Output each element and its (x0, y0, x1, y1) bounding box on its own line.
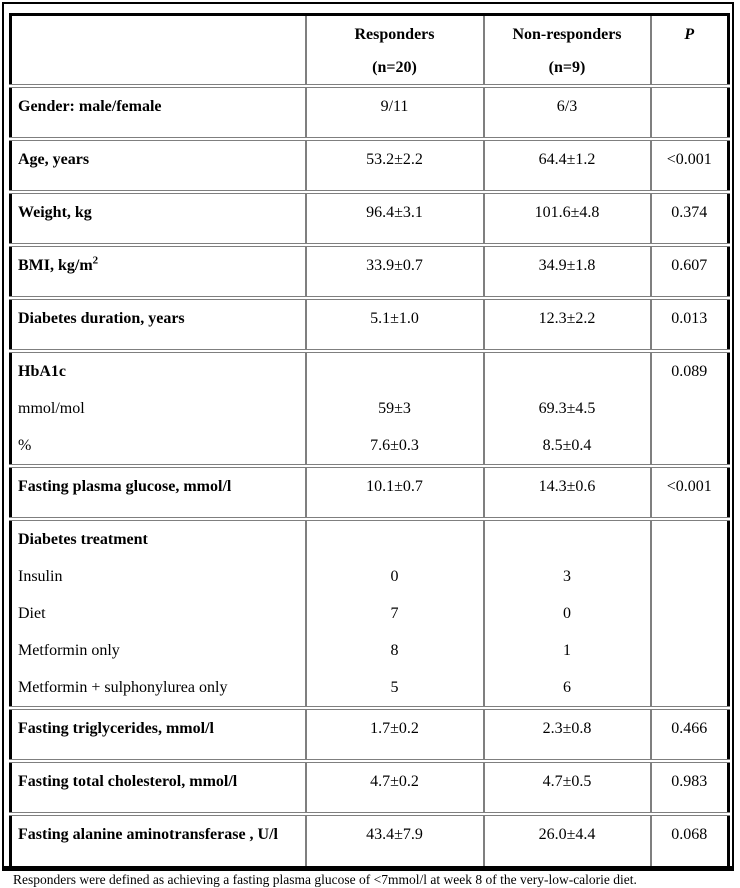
value-line: 101.6±4.8 (534, 204, 600, 221)
header-responders (306, 15, 484, 87)
table-row (11, 814, 729, 867)
table-row (11, 298, 729, 351)
nonresponders-value-cell (484, 761, 651, 814)
responders-value-cell (306, 192, 484, 245)
value-line: 1.7±0.2 (370, 720, 419, 737)
value-line: 6 (563, 679, 571, 696)
p-value-cell: 0.068 (651, 814, 729, 867)
value-line: 9/11 (380, 98, 409, 115)
value-line: 96.4±3.1 (366, 204, 423, 221)
value-line: 10.1±0.7 (366, 478, 423, 495)
nonresponders-value-cell (484, 708, 651, 761)
row-label-cell (11, 708, 306, 761)
row-label-line: Insulin (18, 568, 63, 585)
table-body (11, 86, 729, 867)
value-line: 7 (390, 605, 399, 622)
value-line: 2.3±0.8 (542, 720, 592, 737)
p-value-cell (651, 519, 729, 708)
page-frame (2, 2, 734, 887)
nonresponders-value-cell (484, 245, 651, 298)
value-line: 1 (563, 642, 571, 659)
value-line: 5 (390, 679, 399, 696)
table-row (11, 351, 729, 466)
value-line (313, 353, 477, 390)
value-line: 4.7±0.2 (370, 773, 419, 790)
responders-value-cell (306, 466, 484, 519)
p-value-cell: 0.013 (651, 298, 729, 351)
table-row (11, 245, 729, 298)
value-line: 53.2±2.2 (366, 151, 423, 168)
value-line: 0 (563, 605, 571, 622)
row-label-line: Diabetes treatment (18, 531, 148, 548)
table-row (11, 192, 729, 245)
row-label-line: HbA1c (18, 363, 66, 380)
row-label-cell (11, 351, 306, 466)
p-value-cell: 0.374 (651, 192, 729, 245)
value-line: 26.0±4.4 (538, 826, 596, 843)
table-row (11, 519, 729, 708)
row-label-line: Age, years (18, 151, 90, 168)
p-value-cell: 0.466 (651, 708, 729, 761)
responders-value-cell (306, 139, 484, 192)
row-label-cell (11, 86, 306, 139)
value-line (313, 521, 477, 558)
footnote: Responders were defined as achieving a fasting plasma glucose of <7mmol/l at week 8 of the very-low-calorie diet. (13, 871, 637, 887)
nonresponders-value-cell (484, 139, 651, 192)
value-line: 0 (390, 568, 399, 585)
nonresponders-value-cell (484, 814, 651, 867)
header-p-value: P (651, 15, 729, 87)
value-line: 34.9±1.8 (538, 257, 596, 274)
row-label-line: Fasting total cholesterol, mmol/l (18, 773, 238, 790)
value-line: 64.4±1.2 (538, 151, 596, 168)
nonresponders-value-cell (484, 86, 651, 139)
table-row (11, 139, 729, 192)
value-line: 4.7±0.5 (542, 773, 592, 790)
value-line (491, 521, 644, 558)
row-label-cell (11, 245, 306, 298)
nonresponders-value-cell (484, 519, 651, 708)
value-line: 33.9±0.7 (366, 257, 423, 274)
row-label-cell (11, 519, 306, 708)
header-responders-title: Responders (354, 26, 435, 43)
row-label-line: Weight, kg (18, 204, 92, 221)
header-nonresponders-title: Non-responders (512, 26, 622, 43)
responders-value-cell (306, 814, 484, 867)
header-responders-n: (n=20) (372, 59, 417, 76)
value-line: 3 (563, 568, 571, 585)
p-value-cell: <0.001 (651, 466, 729, 519)
nonresponders-value-cell (484, 466, 651, 519)
responders-value-cell (306, 761, 484, 814)
value-line: 7.6±0.3 (370, 437, 419, 454)
row-label-cell (11, 298, 306, 351)
table-row (11, 466, 729, 519)
responders-value-cell (306, 351, 484, 466)
value-line: 8 (390, 642, 399, 659)
table-row (11, 761, 729, 814)
row-label-cell (11, 466, 306, 519)
header-nonresponders-n: (n=9) (548, 59, 586, 76)
row-label-line: % (18, 437, 32, 454)
table-row (11, 86, 729, 139)
value-line: 69.3±4.5 (538, 400, 596, 417)
value-line: 8.5±0.4 (542, 437, 592, 454)
value-line: 12.3±2.2 (538, 310, 596, 327)
responders-value-cell (306, 519, 484, 708)
responders-value-cell (306, 708, 484, 761)
value-line: 14.3±0.6 (538, 478, 596, 495)
responders-value-cell (306, 298, 484, 351)
header-nonresponders (484, 15, 651, 87)
nonresponders-value-cell (484, 351, 651, 466)
row-label-line: Fasting plasma glucose, mmol/l (18, 478, 232, 495)
value-line: 43.4±7.9 (366, 826, 423, 843)
p-value-cell: <0.001 (651, 139, 729, 192)
row-label-cell (11, 814, 306, 867)
value-line (491, 353, 644, 390)
value-line: 59±3 (378, 400, 411, 417)
value-line: 5.1±1.0 (370, 310, 419, 327)
p-value-cell: 0.607 (651, 245, 729, 298)
row-label-line: Diabetes duration, years (18, 310, 185, 327)
row-label-cell (11, 192, 306, 245)
row-label-cell (11, 761, 306, 814)
responders-value-cell (306, 86, 484, 139)
row-label-line: Metformin only (18, 642, 120, 659)
table-row (11, 708, 729, 761)
nonresponders-value-cell (484, 192, 651, 245)
row-label-line: Diet (18, 605, 46, 622)
header-row (11, 15, 729, 87)
row-label-line: Fasting alanine aminotransferase , U/l (18, 826, 278, 843)
header-empty-cell (11, 15, 306, 87)
row-label-line: Fasting triglycerides, mmol/l (18, 720, 214, 737)
p-value-cell: 0.983 (651, 761, 729, 814)
row-label-line: Gender: male/female (18, 98, 162, 115)
p-value-cell (651, 86, 729, 139)
row-label-line: mmol/mol (18, 400, 85, 417)
superscript: 2 (92, 254, 99, 267)
p-value-cell: 0.089 (651, 351, 729, 466)
row-label-line: BMI, $kg/m^2$ (18, 254, 99, 274)
nonresponders-value-cell (484, 298, 651, 351)
row-label-cell (11, 139, 306, 192)
value-line: 6/3 (556, 98, 578, 115)
responders-value-cell (306, 245, 484, 298)
results-table (9, 13, 730, 869)
row-label-line: Metformin + sulphonylurea only (18, 679, 228, 696)
